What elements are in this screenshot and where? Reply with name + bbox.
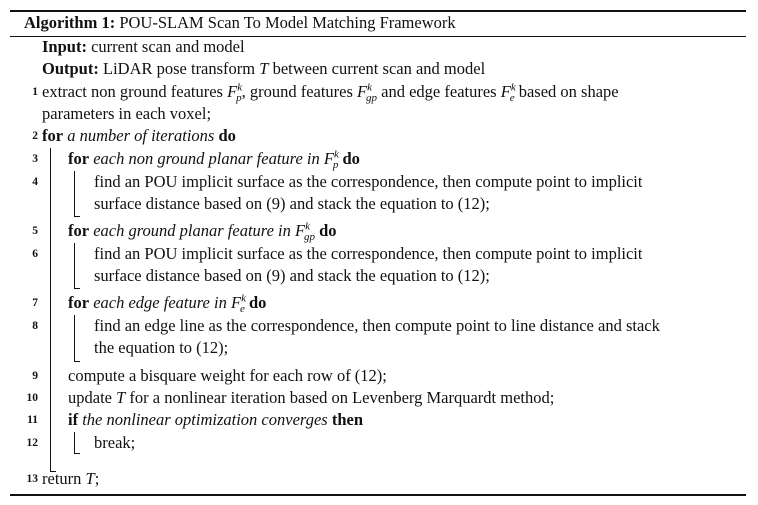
line-number: 8 [32,320,38,332]
feature-Fp: $F^k_p$ [227,81,243,105]
line-11-text: the nonlinear optimization converges [82,410,328,429]
do-keyword: do [248,293,267,312]
line-3-text: each non ground planar feature in [93,149,320,168]
line-7 [68,292,266,314]
algorithm-title: POU-SLAM Scan To Model Matching Framework [119,13,456,32]
feature-Fgp: $F^k_{gp}$ [357,81,378,105]
line-5 [68,220,337,242]
output-text-b: between current scan and model [272,59,486,78]
line-number: 11 [27,414,38,426]
bottom-rule [10,494,746,496]
line-9: compute a bisquare weight for each row of (12); [68,366,387,385]
do-keyword: do [319,221,337,240]
feature-Fgp: $F^k_{gp}$ [295,220,315,244]
loop-end [74,288,80,289]
line-6b: surface distance based on (9) and stack the equation to (12); [94,266,490,285]
output-text-a: LiDAR pose transform [102,59,256,78]
outer-loop-bar [50,148,51,472]
output-label: Output: [42,59,99,78]
line-1-text-a: extract non ground features [42,82,223,101]
algorithm-caption [24,13,456,33]
loop-bar [74,243,75,289]
line-number: 2 [32,130,38,142]
line-11 [68,409,363,431]
line-2 [42,125,236,147]
if-keyword: if [68,410,79,429]
line-1 [42,81,619,103]
return-T: T [85,469,95,488]
input-text: current scan and model [91,37,245,56]
for-keyword: for [68,293,90,312]
line-number: 9 [32,370,38,382]
do-keyword: do [218,126,236,145]
for-keyword: for [68,221,90,240]
line-number: 1 [32,86,38,98]
then-keyword: then [331,410,363,429]
input-line [42,36,245,58]
line-number: 4 [32,176,38,188]
line-3 [68,148,360,170]
line-8a: find an edge line as the correspondence, then compute point to line distance and stack [94,316,660,335]
loop-bar [74,315,75,362]
loop-end [74,216,80,217]
loop-bar [74,171,75,217]
line-8b: the equation to (12); [94,338,229,357]
line-13 [42,468,99,490]
if-bar [74,432,75,454]
line-10 [68,387,554,409]
feature-Fe: $F^k_e$ [500,81,516,105]
do-keyword: do [342,149,360,168]
line-7-text: each edge feature in [93,293,227,312]
line-10-text-a: update [68,388,112,407]
line-1-text-c: and edge features [381,82,497,101]
output-line [42,58,485,80]
line-4b: surface distance based on (9) and stack the equation to (12); [94,194,490,213]
input-label: Input: [42,37,87,56]
line-number: 7 [32,297,38,309]
line-10-T: T [116,388,126,407]
line-1-cont: parameters in each voxel; [42,104,212,123]
algorithm-box [10,10,746,496]
for-keyword: for [68,149,90,168]
line-number: 12 [26,437,38,449]
loop-end [74,361,80,362]
line-number: 5 [32,225,38,237]
line-number: 10 [26,392,38,404]
feature-Fp: $F^k_p$ [323,148,339,172]
for-keyword: for [42,126,64,145]
if-end [74,453,80,454]
line-1-text-b: , ground features [241,82,353,101]
line-number: 13 [26,473,38,485]
line-4a: find an POU implicit surface as the correspondence, then compute point to implicit [94,172,643,191]
feature-Fe: $F^k_e$ [230,292,246,316]
return-keyword: return [42,469,82,488]
line-number: 3 [32,153,38,165]
output-T: T [259,59,269,78]
line-5-text: each ground planar feature in [93,221,291,240]
line-1-text-d: based on shape [518,82,619,101]
line-6a: find an POU implicit surface as the correspondence, then compute point to implicit [94,244,643,263]
line-12: break; [94,433,136,452]
top-rule [10,10,746,12]
algorithm-label: Algorithm 1: [24,13,116,32]
return-semicolon: ; [94,469,100,488]
line-number: 6 [32,248,38,260]
line-10-text-b: for a nonlinear iteration based on Levenberg Marquardt method; [129,388,555,407]
line-2-text: a number of iterations [67,126,215,145]
